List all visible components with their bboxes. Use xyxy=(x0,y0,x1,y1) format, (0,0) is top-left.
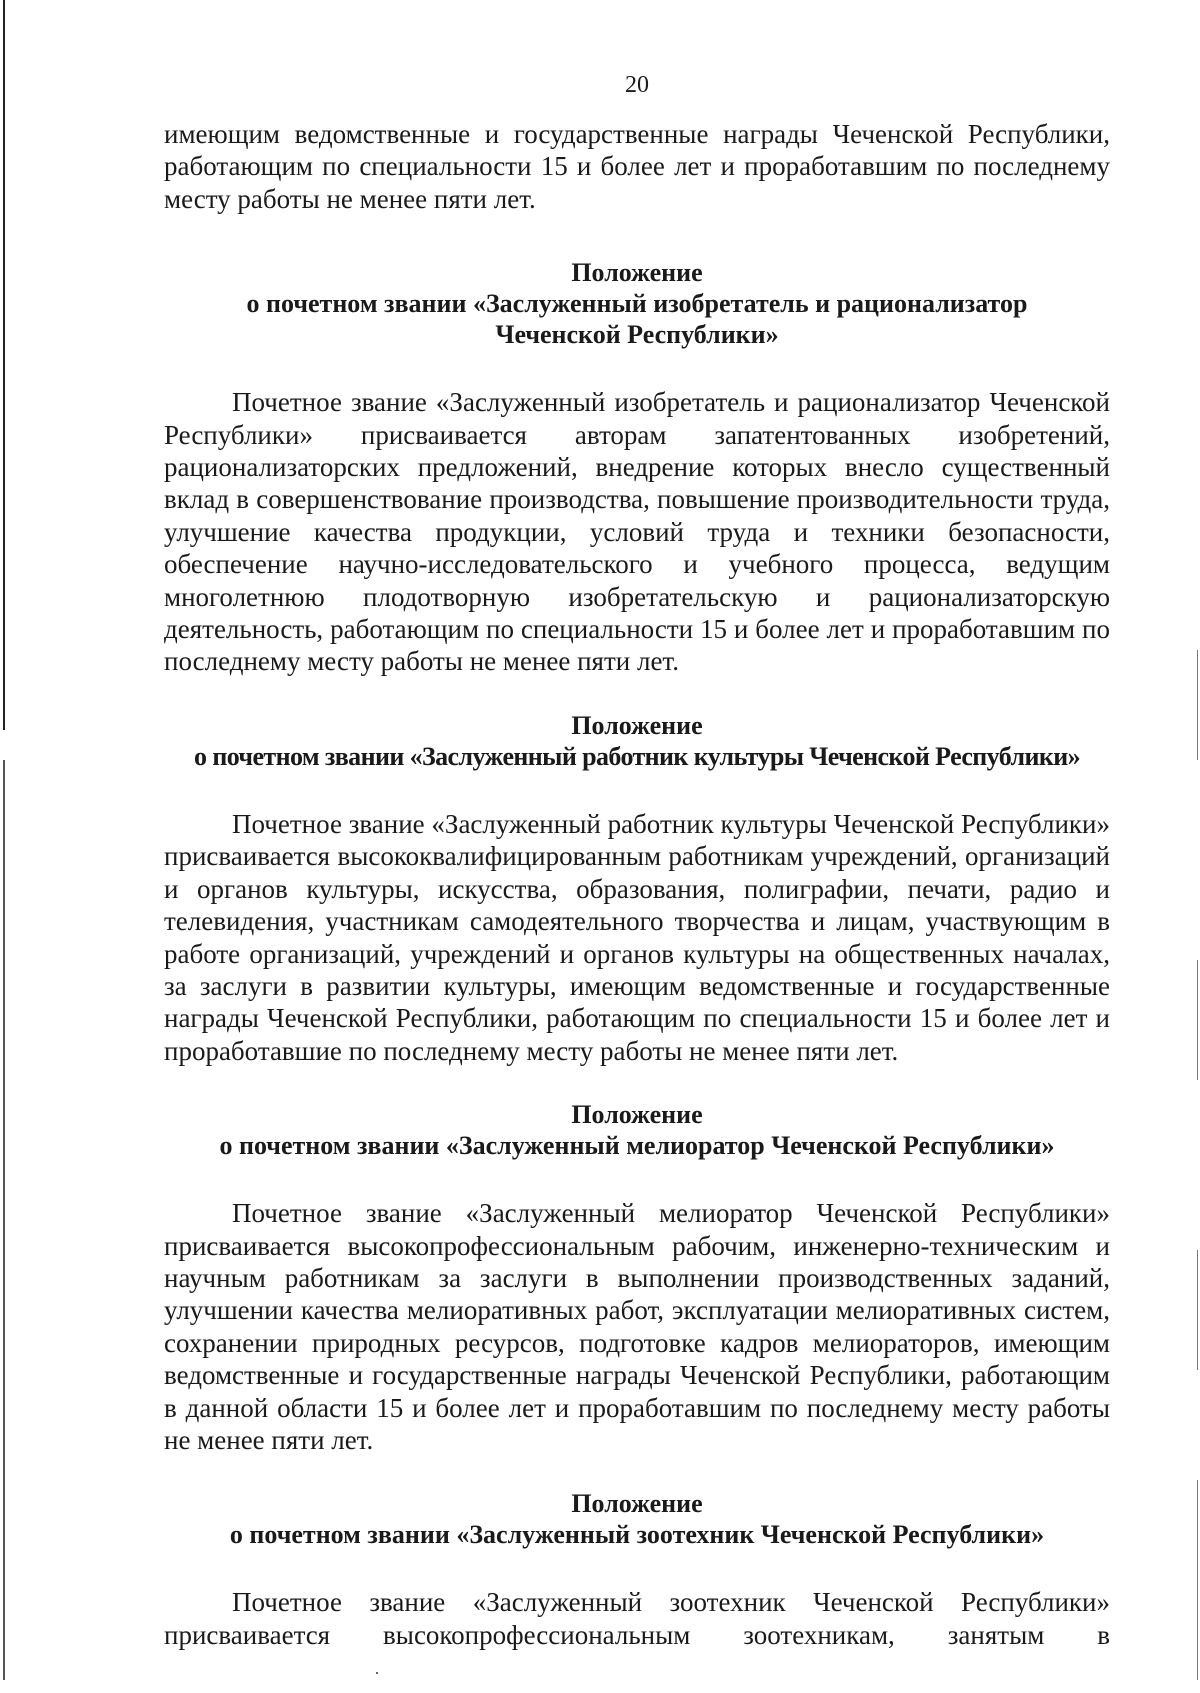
scan-edge-right xyxy=(1197,1250,1198,1370)
scan-edge-right xyxy=(1197,1480,1198,1680)
scan-edge-left xyxy=(3,0,5,730)
section-title: Положение xyxy=(571,710,703,740)
document-body xyxy=(164,118,1110,1651)
section-title: Положение xyxy=(571,1100,703,1130)
section-subtitle-line1: о почетном звании «Заслуженный мелиоратор Чеченской Республики» xyxy=(219,1131,1055,1161)
section-title: Положение xyxy=(571,1489,703,1519)
page-number: 20 xyxy=(625,72,649,98)
section-heading xyxy=(164,1099,1110,1161)
scan-edge-left-lower xyxy=(3,760,5,1680)
scan-speck xyxy=(376,1672,378,1674)
section-subtitle-line1: о почетном звании «Заслуженный зоотехник Чеченской Республики» xyxy=(229,1520,1045,1550)
section-paragraph: Почетное звание «Заслуженный изобретатель и рационализатор Чеченской Республики» присваивается авторам запатентованных изобретений, рационализаторских предложений, внедрение которых внесло существенный вклад в совершенствование производства, повышение производительности труда, улучшение качества продукции, условий труда и техники безопасности, обеспечение научно-исследовательского и учебного процесса, ведущим многолетнюю плодотворную изобретательскую и рационализаторскую деятельность, работающим по специальности 15 и более лет и проработавшим по последнему месту работы не менее пяти лет. xyxy=(164,387,1110,677)
section-heading xyxy=(164,710,1110,772)
intro-paragraph: имеющим ведомственные и государственные награды Чеченской Республики, работающим по специальности 15 и более лет и проработавшим по последнему месту работы не менее пяти лет. xyxy=(164,119,1110,214)
section-paragraph: Почетное звание «Заслуженный работник культуры Чеченской Республики» присваивается высококвалифицированным работникам учреждений, организаций и органов культуры, искусства, образования, полиграфии, печати, радио и телевидения, участникам самодеятельного творчества и лицам, участвующим в работе организаций, учреждений и органов культуры на общественных началах, за заслуги в развитии культуры, имеющим ведомственные и государственные награды Чеченской Республики, работающим по специальности 15 и более лет и проработавшие по последнему месту работы не менее пяти лет. xyxy=(164,808,1110,1066)
section-subtitle-line1: о почетном звании «Заслуженный изобретатель и рационализатор xyxy=(246,289,1028,319)
section-subtitle-line1: о почетном звании «Заслуженный работник культуры Чеченской Республики» xyxy=(194,741,1080,771)
scan-edge-right xyxy=(1197,960,1198,1080)
section-subtitle-line2: Чеченской Республики» xyxy=(495,320,779,350)
section-title: Положение xyxy=(571,258,703,288)
section-paragraph: Почетное звание «Заслуженный зоотехник Чеченской Республики» присваивается высокопрофессиональным зоотехникам, занятым в xyxy=(164,1587,1110,1650)
scan-edge-right xyxy=(1197,650,1198,760)
section-paragraph: Почетное звание «Заслуженный мелиоратор Чеченской Республики» присваивается высокопрофессиональным рабочим, инженерно-техническим и научным работникам за заслуги в выполнении производственных заданий, улучшении качества мелиоративных работ, эксплуатации мелиоративных систем, сохранении природных ресурсов, подготовке кадров мелиораторов, имеющим ведомственные и государственные награды Чеченской Республики, работающим в данной области 15 и более лет и проработавшим по последнему месту работы не менее пяти лет. xyxy=(164,1198,1110,1455)
section-heading xyxy=(164,1488,1110,1550)
section-heading xyxy=(164,257,1110,350)
